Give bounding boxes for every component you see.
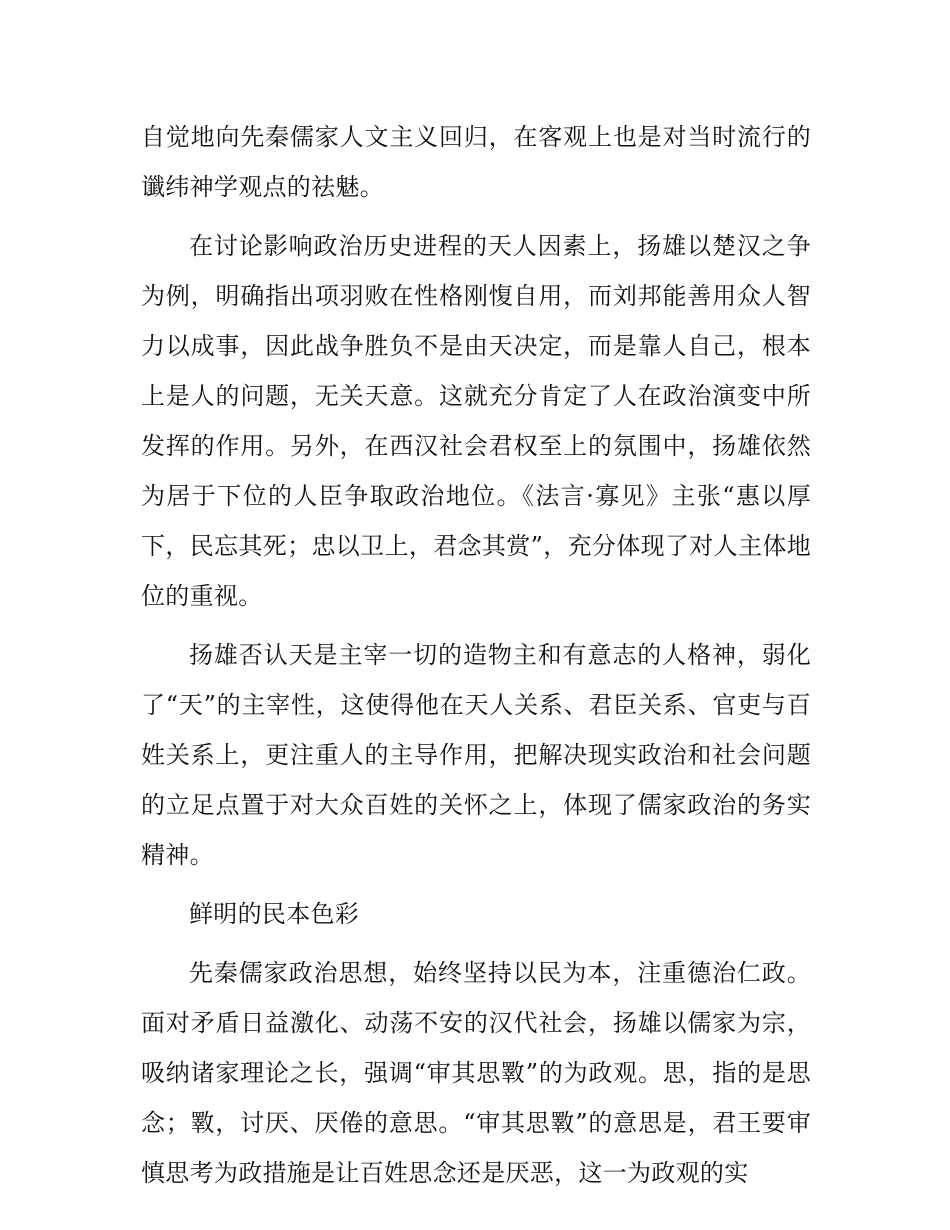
paragraph-chu-han-dispute: 在讨论影响政治历史进程的天人因素上，扬雄以楚汉之争为例，明确指出项羽败在性格刚愎自用，而刘邦能善用众人智力以成事，因此战争胜负不是由天决定，而是靠人自己，根本上是人的问题，无关天意。这就充分肯定了人在政治演变中所发挥的作用。另外，在西汉社会君权至上的氛围中，扬雄依然为居于下位的人臣争取政治地位。《法言·寡见》主张“惠以厚下，民忘其死；忠以卫上，君念其赏”，充分体现了对人主体地位的重视。 bbox=[141, 232, 811, 610]
paragraph-heaven-role: 扬雄否认天是主宰一切的造物主和有意志的人格神，弱化了“天”的主宰性，这使得他在天人关系、君臣关系、官吏与百姓关系上，更注重人的主导作用，把解决现实政治和社会问题的立足点置于对大众百姓的关怀之上，体现了儒家政治的务实精神。 bbox=[141, 641, 811, 869]
paragraph-people-oriented: 先秦儒家政治思想，始终坚持以民为本，注重德治仁政。面对矛盾日益激化、动荡不安的汉代社会，扬雄以儒家为宗，吸纳诸家理论之长，强调“审其思斁”的为政观。思，指的是思念；斁，讨厌、厌倦的意思。“审其思斁”的意思是，君王要审慎思考为政措施是让百姓思念还是厌恶，这一为政观的实 bbox=[141, 959, 811, 1187]
text-column bbox=[141, 112, 811, 1207]
section-heading: 鲜明的民本色彩 bbox=[189, 900, 360, 928]
paragraph-continuation: 自觉地向先秦儒家人文主义回归，在客观上也是对当时流行的谶纬神学观点的祛魅。 bbox=[141, 123, 811, 201]
